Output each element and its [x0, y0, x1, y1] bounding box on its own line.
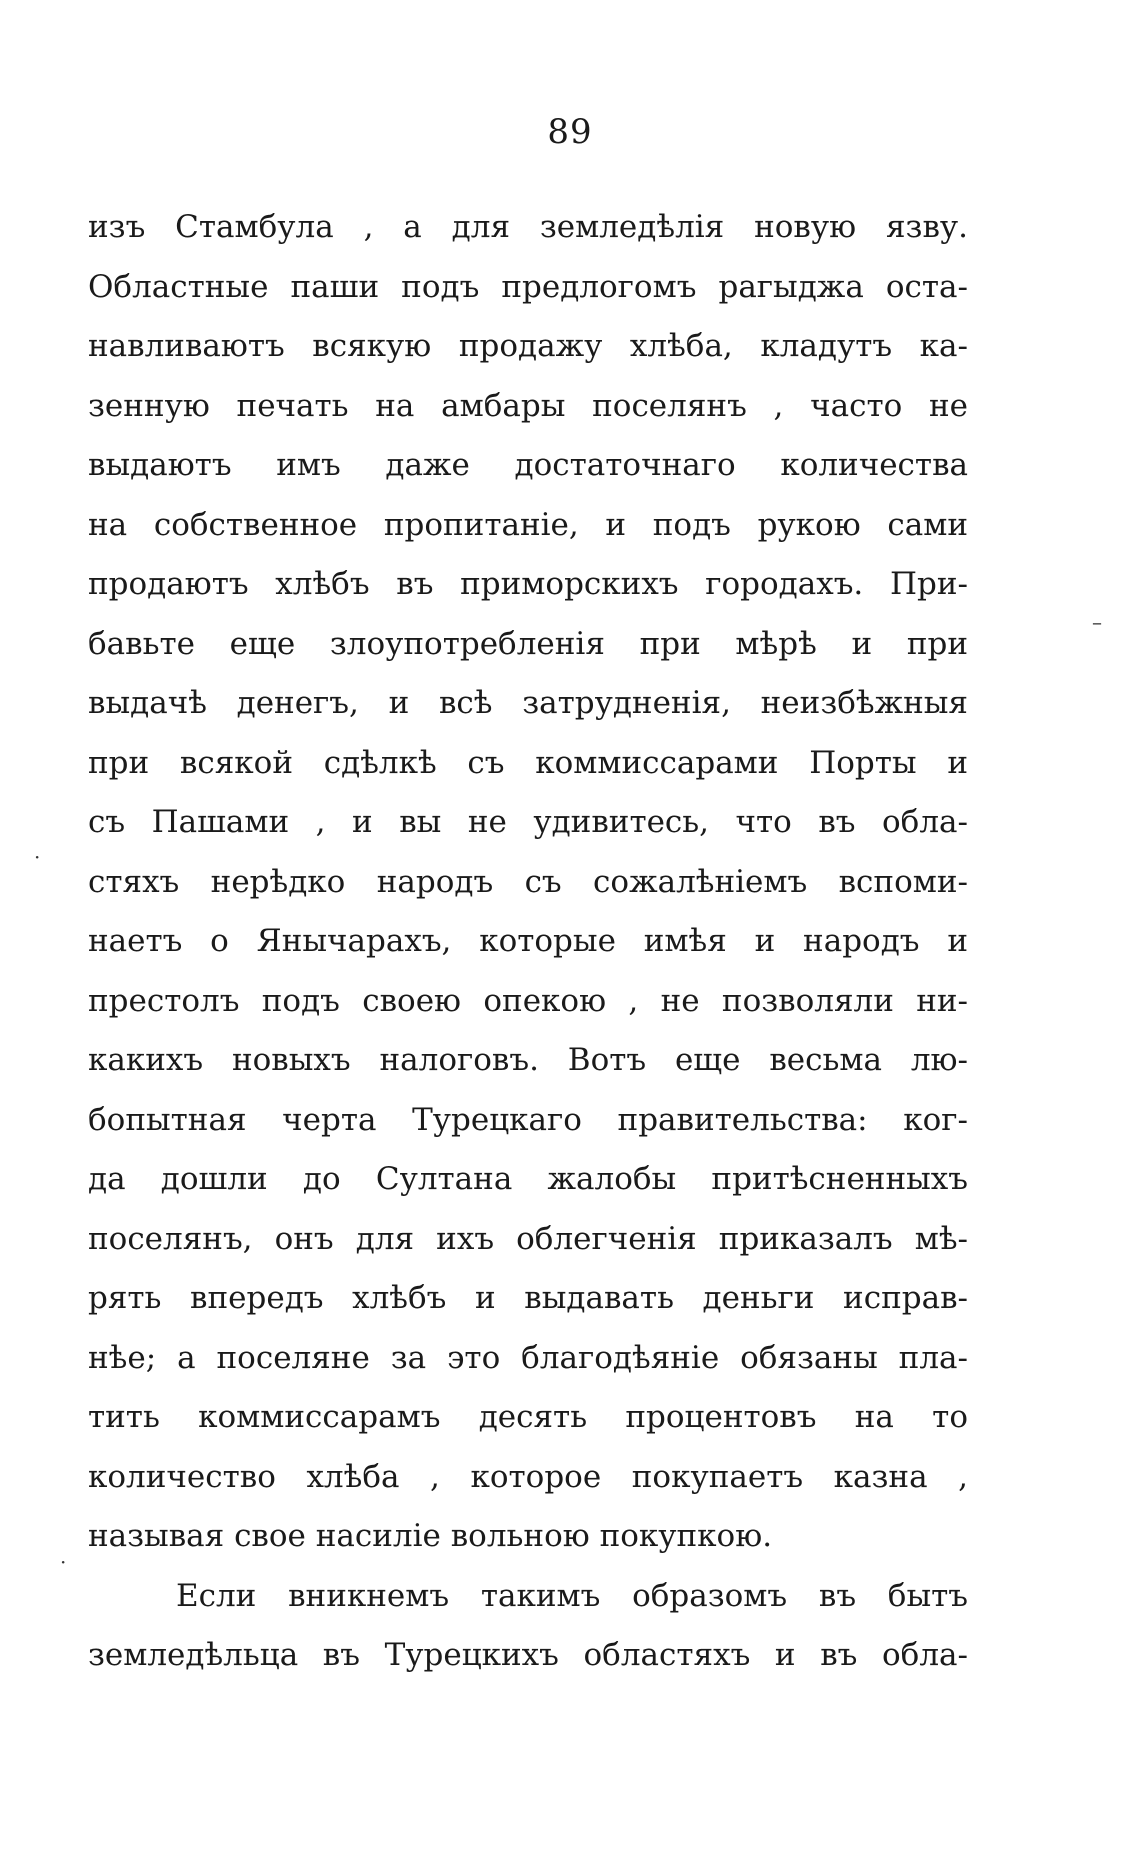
text-line: нѣе; а поселяне за это благодѣяніе обязаны пла- — [88, 1339, 968, 1376]
text-line: Если вникнемъ такимъ образомъ въ бытъ — [176, 1577, 968, 1614]
text-line: на собственное пропитаніе, и подъ рукою сами — [88, 506, 968, 543]
paragraph-1 — [88, 198, 968, 1567]
text-line: съ Пашами , и вы не удивитесь, что въ обла- — [88, 804, 968, 840]
text-line: зенную печать на амбары поселянъ , часто не — [88, 387, 968, 424]
text-line: наетъ о Янычарахъ, которые имѣя и народъ и — [88, 923, 968, 959]
text-line: да дошли до Султана жалобы притѣсненныхъ — [88, 1161, 968, 1197]
scan-speck: – — [1092, 610, 1102, 634]
text-line: бавьте еще злоупотребленія при мѣрѣ и при — [88, 625, 968, 662]
scan-speck: · — [34, 845, 41, 869]
text-line: количество хлѣба , которое покупаетъ казна , — [88, 1458, 968, 1495]
text-line: выдачѣ денегъ, и всѣ затрудненія, неизбѣжныя — [88, 685, 968, 721]
text-line: какихъ новыхъ налоговъ. Вотъ еще весьма лю- — [88, 1042, 968, 1078]
text-line: рять впередъ хлѣбъ и выдавать деньги исправ- — [88, 1280, 968, 1316]
page-number: 89 — [547, 112, 593, 152]
scan-speck: · — [60, 1550, 67, 1574]
text-line: продаютъ хлѣбъ въ приморскихъ городахъ. При- — [88, 566, 968, 602]
body-text — [88, 198, 968, 1686]
text-line: навливаютъ всякую продажу хлѣба, кладутъ ка- — [88, 328, 968, 364]
text-line: поселянъ, онъ для ихъ облегченія приказалъ мѣ- — [88, 1220, 968, 1257]
text-line: выдаютъ имъ даже достаточнаго количества — [88, 447, 968, 483]
text-line: земледѣльца въ Турецкихъ областяхъ и въ обла- — [88, 1637, 968, 1673]
text-line: Областные паши подъ предлогомъ рагыджа оста- — [88, 268, 968, 305]
text-line: престолъ подъ своею опекою , не позволяли ни- — [88, 982, 968, 1019]
text-line: при всякой сдѣлкѣ съ коммиссарами Порты и — [88, 744, 968, 781]
text-line: называя свое насиліе вольною покупкою. — [88, 1518, 773, 1554]
text-line: бопытная черта Турецкаго правительства: ког- — [88, 1101, 968, 1138]
text-line: тить коммиссарамъ десять процентовъ на то — [88, 1399, 968, 1435]
paragraph-2 — [88, 1567, 968, 1686]
text-line: изъ Стамбула , а для земледѣлія новую язву. — [88, 209, 968, 245]
text-line: стяхъ нерѣдко народъ съ сожалѣніемъ вспоми- — [88, 863, 968, 900]
